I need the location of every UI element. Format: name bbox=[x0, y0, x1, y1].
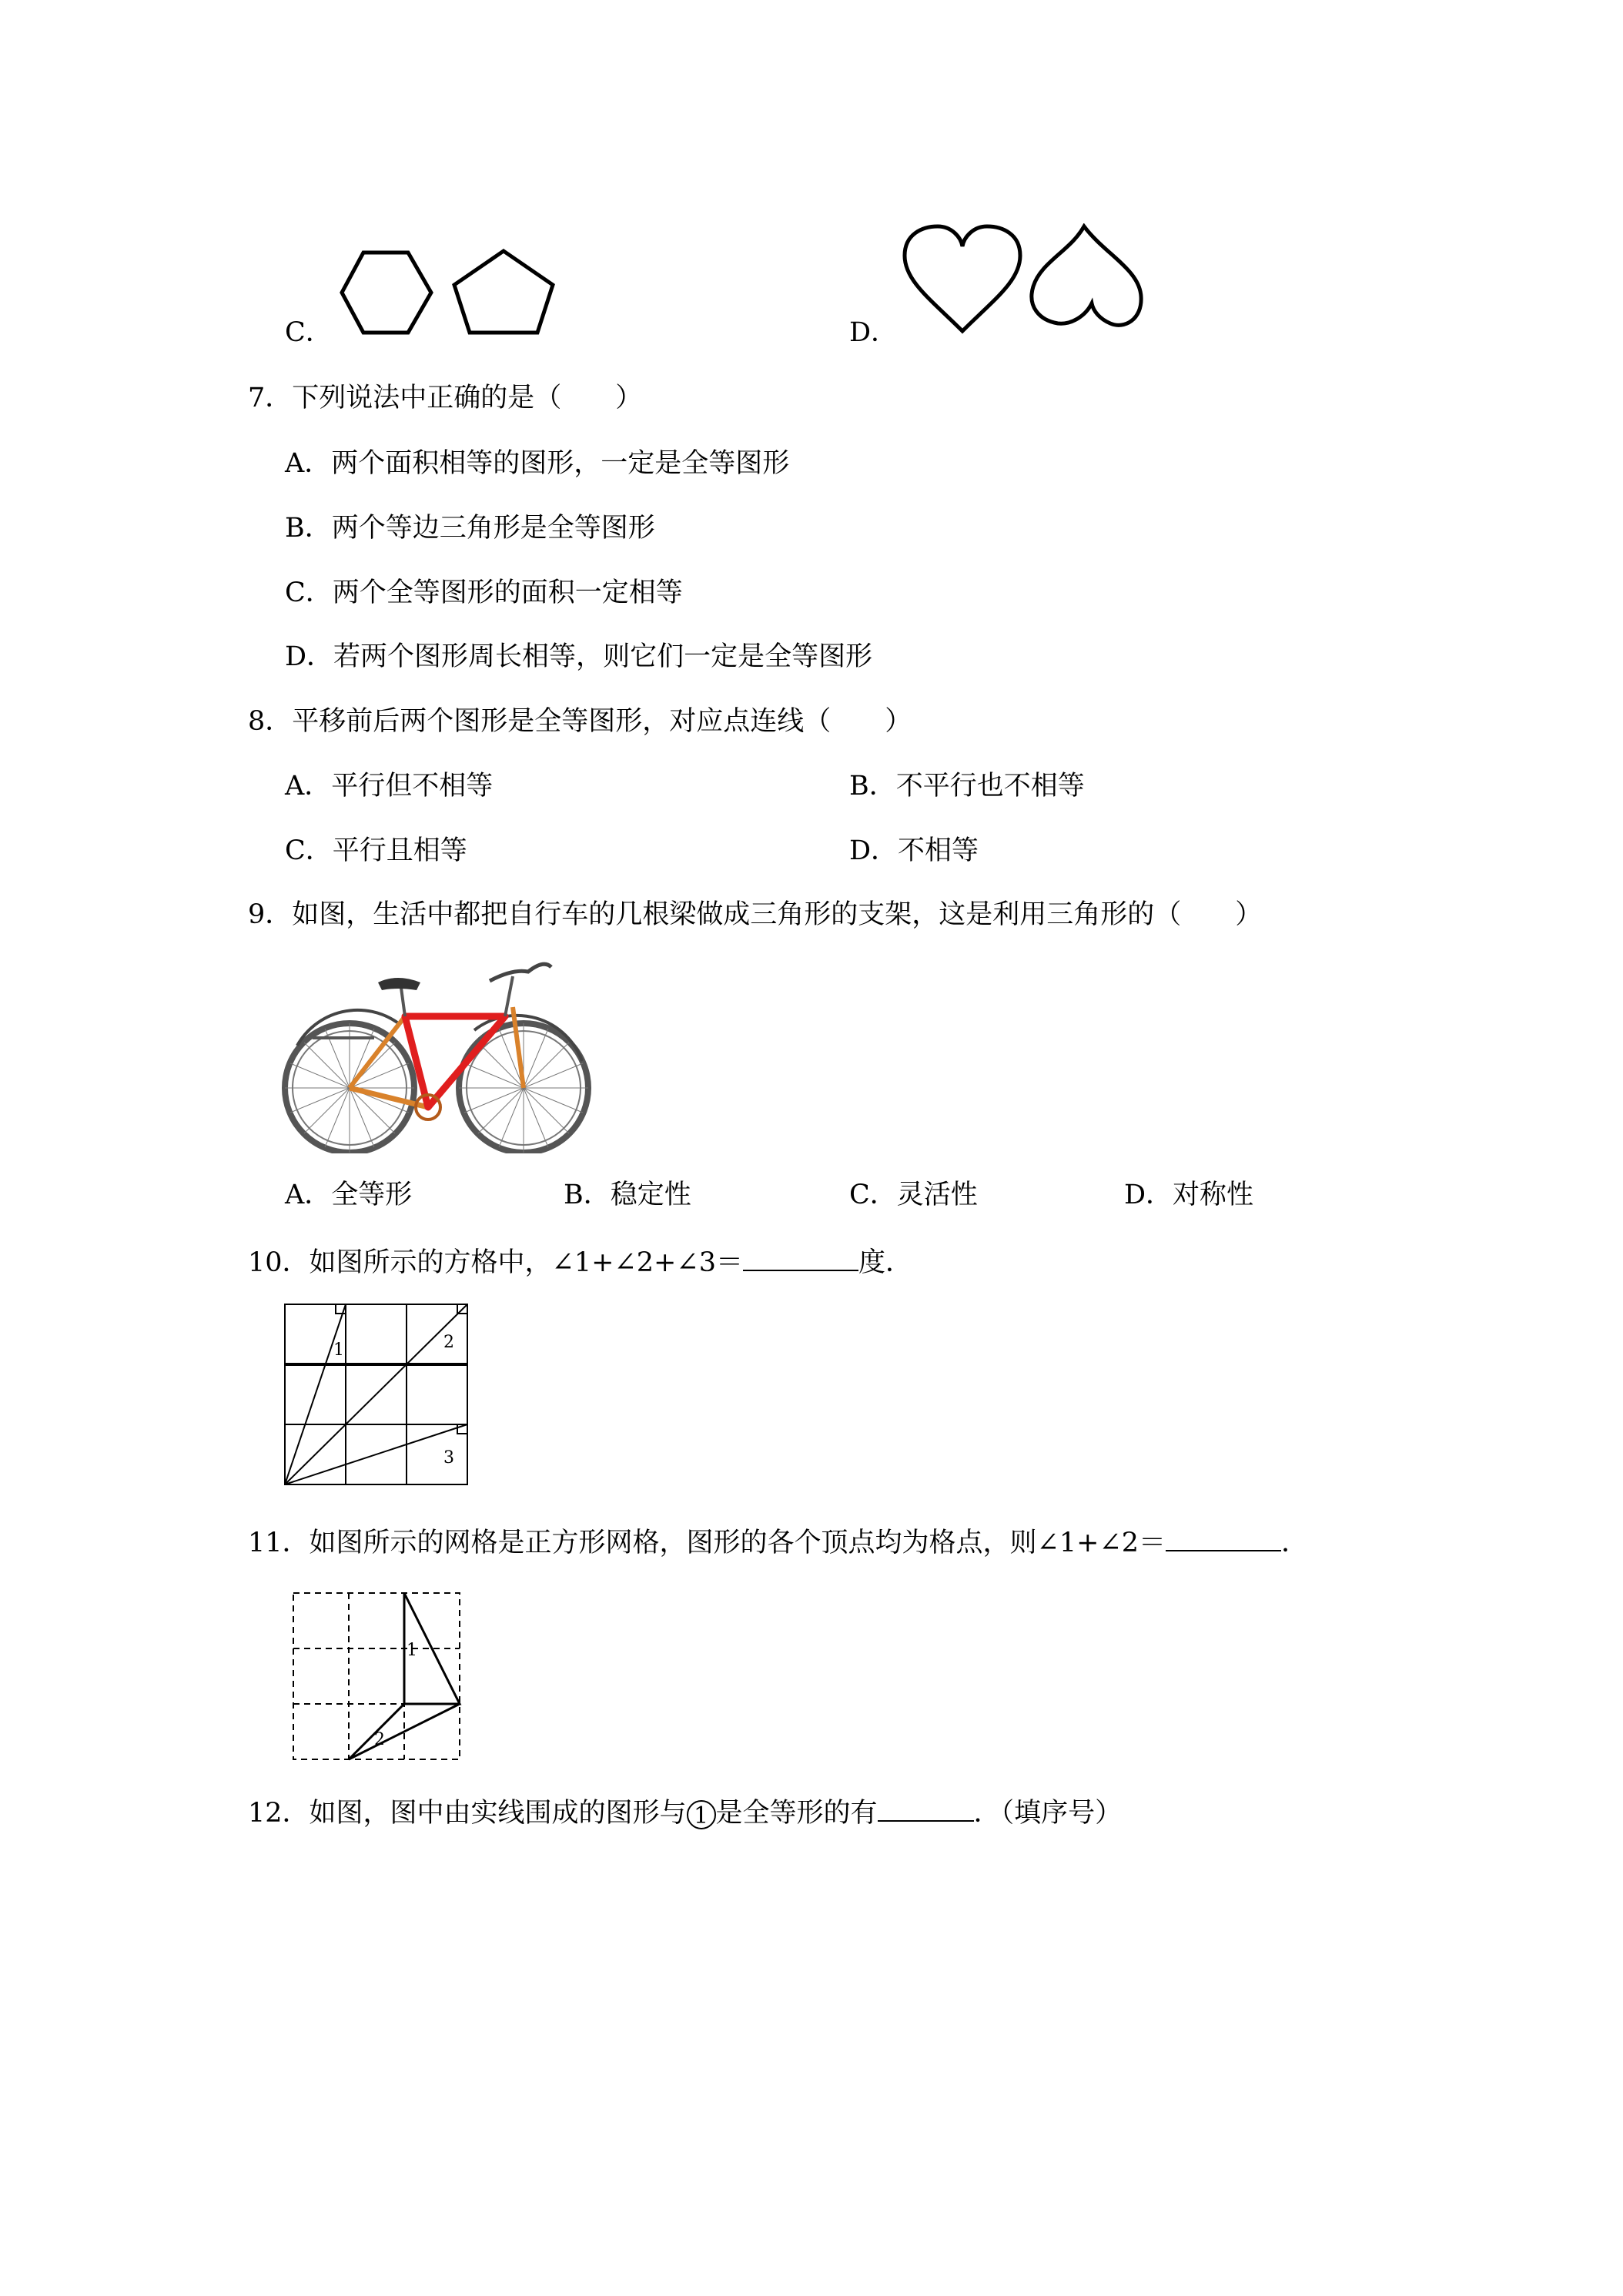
q10-stem-tail: 度． bbox=[858, 1247, 912, 1278]
hearts-figure bbox=[901, 223, 1155, 339]
q12-stem-tail: ．（填序号） bbox=[973, 1798, 1123, 1829]
q11-answer-blank[interactable] bbox=[1166, 1527, 1281, 1551]
q10-angle-label-3: 3 bbox=[443, 1448, 454, 1468]
q12-answer-blank[interactable] bbox=[878, 1797, 974, 1822]
q6-option-d-label: D． bbox=[849, 317, 899, 348]
q7-option-b: B．两个等边三角形是全等图形 bbox=[285, 513, 655, 544]
q8-option-a: A．平行但不相等 bbox=[285, 771, 494, 802]
q11-stem-tail: ． bbox=[1281, 1528, 1309, 1558]
q10-grid-figure bbox=[282, 1301, 474, 1490]
q6-option-c-label: C． bbox=[285, 317, 333, 348]
q8-option-b: B．不平行也不相等 bbox=[849, 771, 1085, 802]
q7-option-a: A．两个面积相等的图形，一定是全等图形 bbox=[285, 448, 790, 479]
hexagon-pentagon-figure bbox=[339, 245, 585, 337]
heart-shape-tilted bbox=[1032, 226, 1141, 325]
bicycle-handlebar bbox=[490, 964, 551, 981]
q9-option-c: C．灵活性 bbox=[849, 1180, 978, 1210]
q9-option-d: D．对称性 bbox=[1124, 1180, 1254, 1210]
pentagon-shape bbox=[454, 251, 553, 333]
q8-option-d: D．不相等 bbox=[849, 835, 979, 866]
q7-option-c: C．两个全等图形的面积一定相等 bbox=[285, 577, 683, 608]
hexagon-shape bbox=[342, 253, 431, 333]
circled-number-1: 1 bbox=[687, 1800, 716, 1829]
q12-stem-middle: 是全等形的有 bbox=[715, 1798, 878, 1829]
q9-stem: 9．如图，生活中都把自行车的几根梁做成三角形的支架，这是利用三角形的（ ） bbox=[248, 899, 1263, 930]
q11-stem bbox=[248, 1527, 1308, 1557]
q8-stem: 8．平移前后两个图形是全等图形，对应点连线（ ） bbox=[248, 706, 912, 737]
q8-option-c: C．平行且相等 bbox=[285, 835, 467, 866]
q12-stem bbox=[248, 1797, 1122, 1829]
q11-angle-label-2: 2 bbox=[374, 1730, 385, 1749]
bicycle-triangle-frame bbox=[405, 1016, 505, 1107]
q10-answer-blank[interactable] bbox=[743, 1247, 858, 1271]
q10-angle-label-1: 1 bbox=[333, 1340, 344, 1360]
q10-stem-text: 10．如图所示的方格中，∠1+∠2+∠3＝ bbox=[248, 1247, 743, 1278]
rear-mudguard bbox=[297, 1010, 397, 1046]
q12-stem-text: 12．如图，图中由实线围成的图形与 bbox=[248, 1798, 687, 1829]
q9-option-a: A．全等形 bbox=[285, 1180, 413, 1210]
q7-stem: 7．下列说法中正确的是（ ） bbox=[248, 383, 643, 413]
q11-grid-figure bbox=[289, 1589, 467, 1763]
q7-option-d: D．若两个图形周长相等，则它们一定是全等图形 bbox=[285, 641, 873, 672]
heart-shape-upright bbox=[905, 226, 1020, 331]
q9-option-b: B．稳定性 bbox=[564, 1180, 691, 1210]
q10-angle-label-2: 2 bbox=[443, 1333, 454, 1352]
q10-stem bbox=[248, 1247, 912, 1277]
q11-angle-label-1: 1 bbox=[407, 1641, 417, 1660]
q11-stem-text: 11．如图所示的网格是正方形网格，图形的各个顶点均为格点，则∠1+∠2＝ bbox=[248, 1528, 1166, 1558]
bicycle-image bbox=[282, 953, 593, 1153]
bicycle-seat bbox=[378, 978, 420, 990]
